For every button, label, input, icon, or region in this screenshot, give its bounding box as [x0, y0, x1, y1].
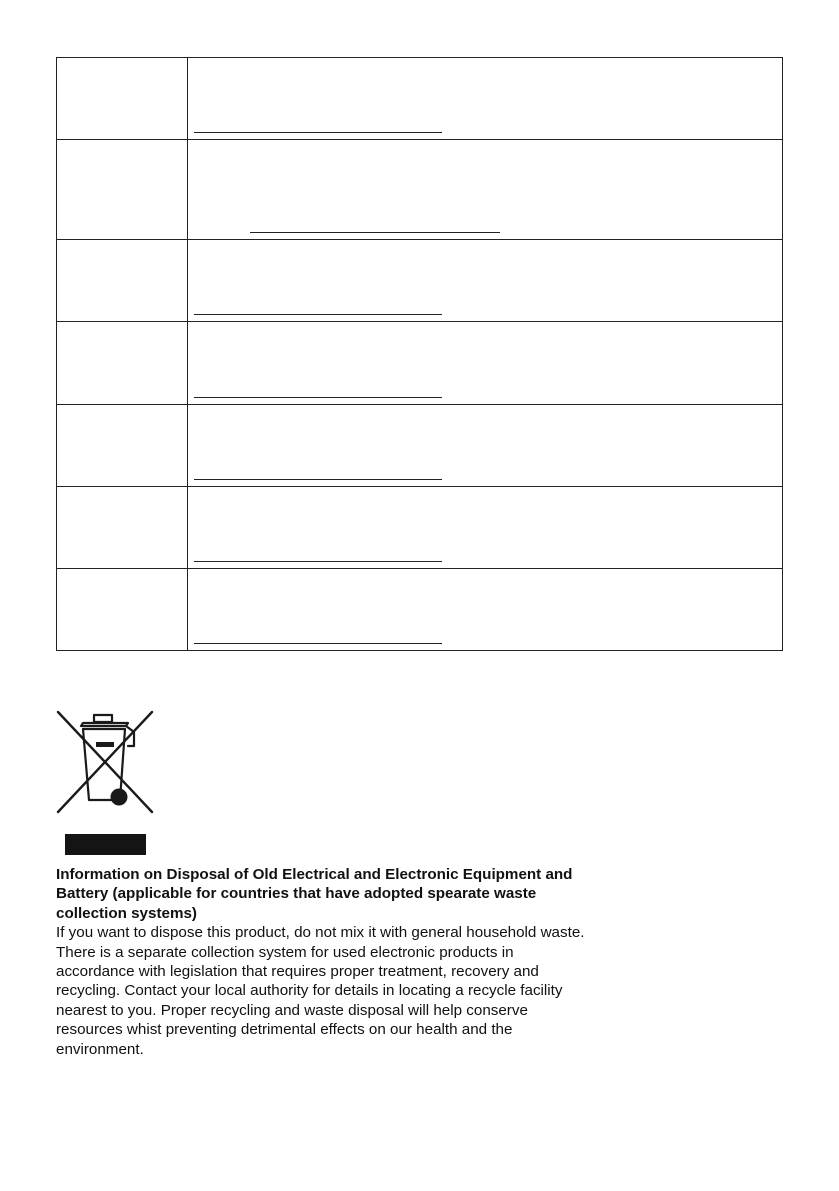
table-cell-label — [57, 140, 188, 240]
table-row — [57, 140, 783, 240]
disposal-info — [56, 865, 586, 1059]
table-row — [57, 487, 783, 569]
blank-line — [194, 132, 442, 133]
blank-line — [194, 479, 442, 480]
table-row — [57, 322, 783, 405]
blank-line — [194, 643, 442, 644]
table-cell-label — [57, 569, 188, 651]
blank-line — [250, 232, 500, 233]
blank-line — [194, 561, 442, 562]
table-row — [57, 569, 783, 651]
table-cell-label — [57, 58, 188, 140]
table-row — [57, 58, 783, 140]
language-table — [56, 57, 783, 651]
table-row — [57, 405, 783, 487]
table-cell-content — [188, 240, 783, 322]
table-row — [57, 240, 783, 322]
table-cell-label — [57, 405, 188, 487]
table-cell-content — [188, 405, 783, 487]
table-cell-content — [188, 487, 783, 569]
blank-line — [194, 314, 442, 315]
table-cell-label — [57, 322, 188, 405]
crossed-out-wheelie-bin-icon — [56, 710, 154, 814]
table-cell-content — [188, 140, 783, 240]
table-cell-content — [188, 322, 783, 405]
disposal-info-title: Information on Disposal of Old Electrical and Electronic Equipment and Battery (applicable for countries that have adopted spearate waste collection systems) — [56, 866, 573, 922]
table-cell-content — [188, 569, 783, 651]
table-cell-label — [57, 240, 188, 322]
table-cell-content — [188, 58, 783, 140]
blank-line — [194, 397, 442, 398]
disposal-info-body: If you want to dispose this product, do not mix it with general household waste. There is a separate collection system for used electronic products in accordance with legislation that requires proper treatment, recovery and recycling. Contact your local authority for details in locating a recycle facility nearest to you. Proper recycling and waste disposal will help conserve resources whist preventing detrimental effects on our health and the environment. — [56, 924, 585, 1058]
black-marker-bar — [65, 834, 146, 855]
table-cell-label — [57, 487, 188, 569]
